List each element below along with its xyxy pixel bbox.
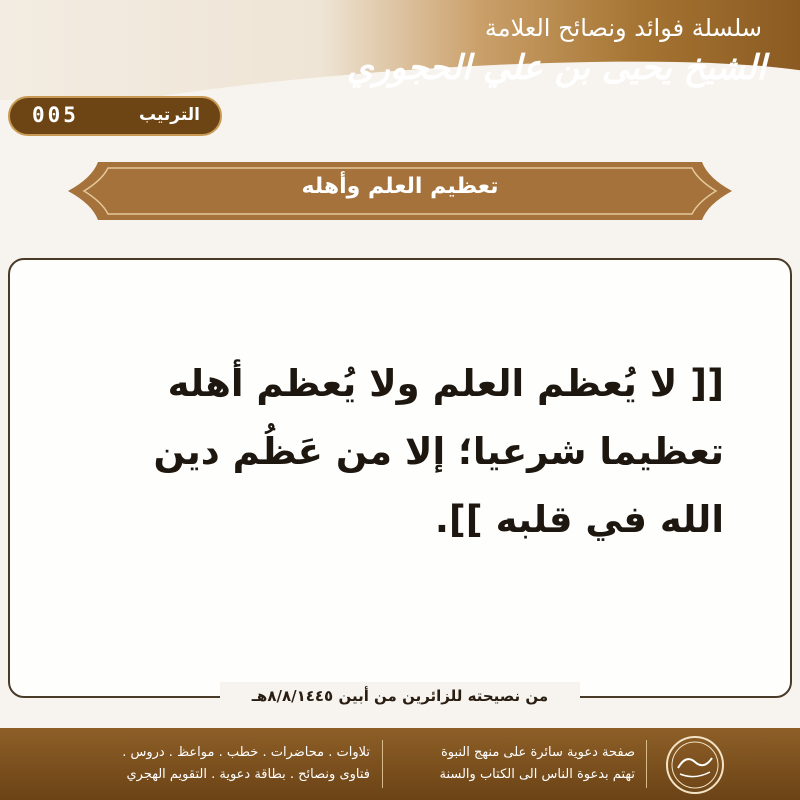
footer-page-line1: صفحة دعوية سائرة على منهج النبوة (440, 745, 635, 760)
series-title: سلسلة فوائد ونصائح العلامة (484, 14, 762, 42)
rank-number: 005 (32, 103, 79, 127)
sheikh-name: الشيخ يحيى بن علي الحجوري (346, 48, 766, 88)
header-band (0, 0, 800, 100)
topic-title: تعظيم العلم وأهله (301, 174, 499, 199)
footer-bar (0, 728, 800, 800)
quote-text: [[ لا يُعظم العلم ولا يُعظم أهله تعظيما شرعيا؛ إلا من عَظُم دين الله في قلبه ]]. (153, 362, 724, 541)
topic-banner (68, 158, 732, 224)
footer-page-line2: تهتم بدعوة الناس الى الكتاب والسنة (439, 767, 635, 782)
source-line: من نصيحته للزائرين من أبين ٨/٨/١٤٤٥هـ (220, 682, 580, 710)
seal-logo-icon (664, 734, 726, 796)
quote-box (8, 258, 792, 698)
footer-content-list (30, 742, 370, 786)
footer-content-line2: فتاوى ونصائح . بطاقة دعوية . التقويم الهجري (126, 767, 370, 782)
footer-page-info (395, 742, 635, 786)
footer-divider-2 (646, 740, 647, 788)
footer-divider (382, 740, 383, 788)
rank-label: الترتيب (138, 105, 200, 125)
footer-content-line1: تلاوات . محاضرات . خطب . مواعظ . دروس . (122, 745, 370, 760)
rank-badge (8, 96, 222, 136)
